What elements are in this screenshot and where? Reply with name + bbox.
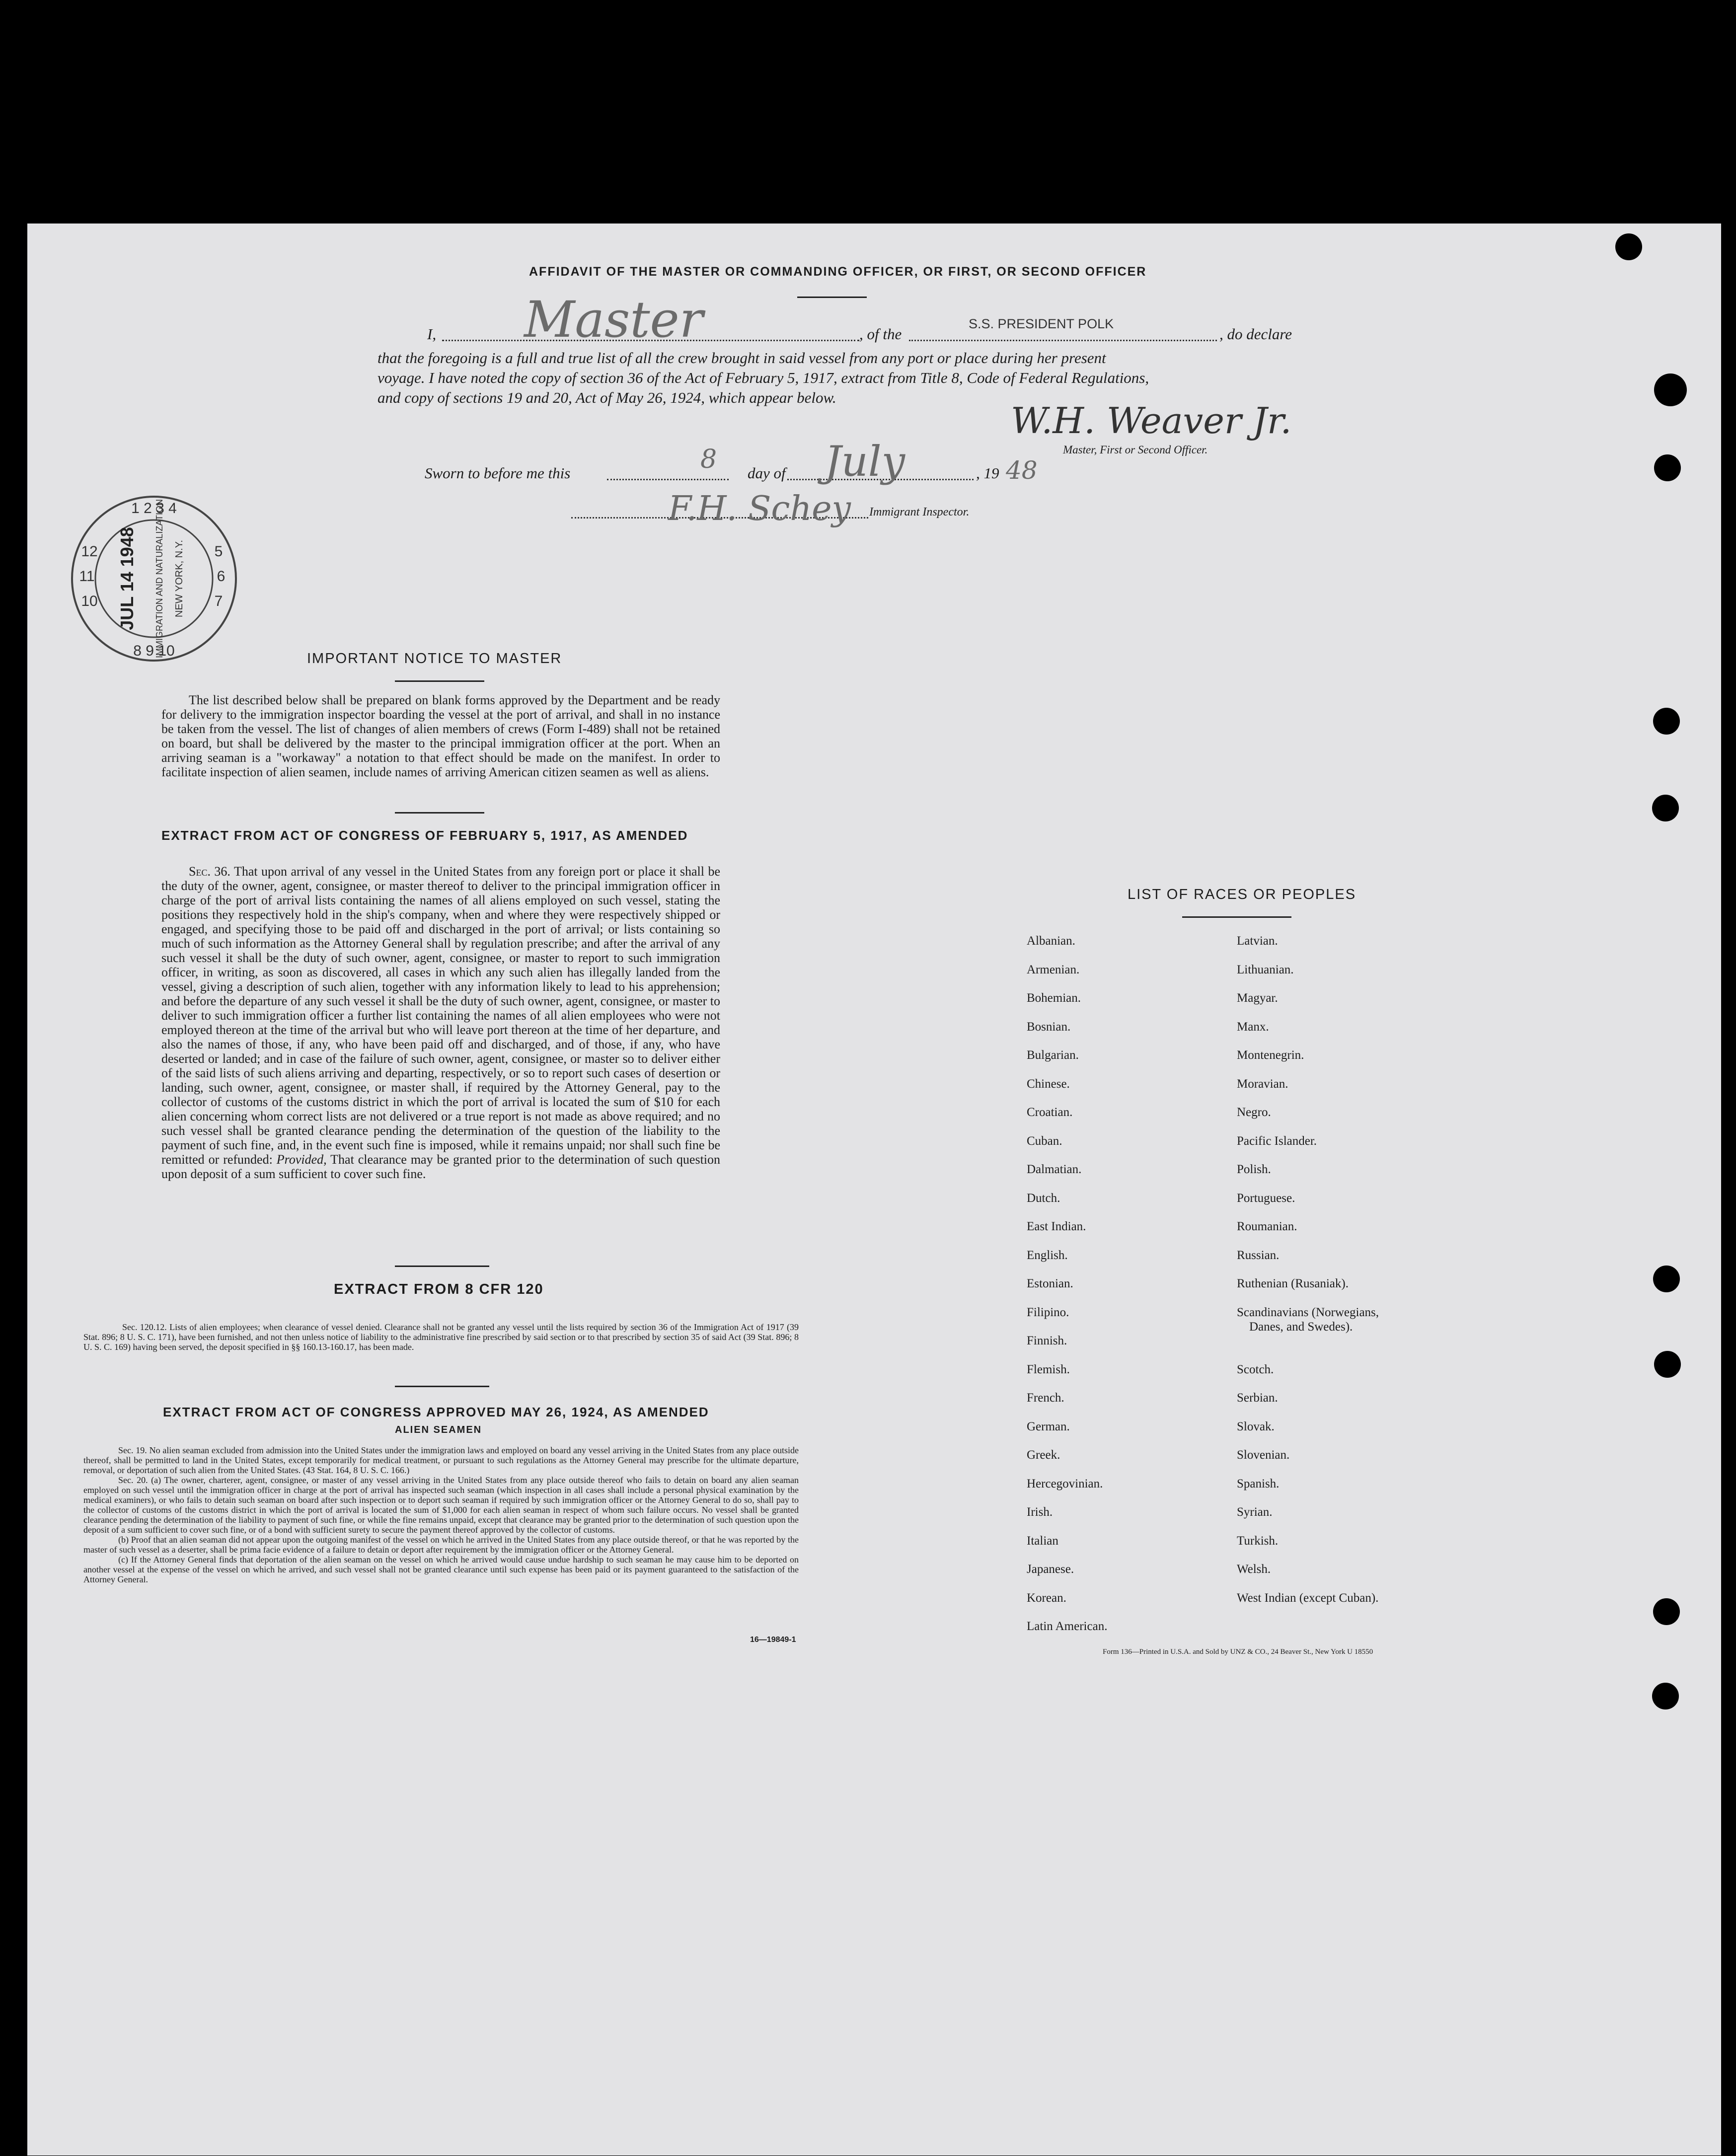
list-item: Magyar.: [1237, 991, 1278, 1005]
sec-36-tail: That clearance may be granted prior to the determination of such question upon deposit of a sum sufficient to cover such fine.: [161, 1152, 721, 1181]
list-item: Japanese.: [1027, 1562, 1074, 1576]
list-item: Greek.: [1027, 1448, 1060, 1462]
svg-text:1 2 3 4: 1 2 3 4: [131, 500, 177, 517]
sec-20b-text: (b) Proof that an alien seaman did not appear upon the outgoing manifest of the vessel on which he arrived in the United States from any place outside thereof, or that he was reported by the master of such vessel as a deserter, shall be prima facie evidence of a failure to detain or deport after requirement by the immigration officer or the Attorney General.: [83, 1535, 799, 1555]
sec-20a-text: Sec. 20. (a) The owner, charterer, agent, consignee, or master of any vessel arriving in the United States from any place outside thereof who fails to detain on board any alien seaman employed on such vessel until the immigration officer in charge at the port of arrival has inspected such seaman (which inspection in all cases shall include a personal physical examination by the medical examiners), or who fails to detain such seaman on board after such inspection or to deport such seaman if required by such immigration officer or the Attorney General to do so, shall pay to the collector of customs of the customs district in which the port of arrival is located the sum of $1,000 for each alien seaman in respect of whom such failure occurs. No vessel shall be granted clearance pending the determination of the liability to payment of such fine, or while the fine remains unpaid, except that clearance may be granted prior to the determination of such question upon the deposit of a sum sufficient to cover such fine, or of a bond with sufficient surety to secure the payment thereof approved by the collector of customs.: [83, 1475, 799, 1535]
list-item: Flemish.: [1027, 1362, 1070, 1376]
vessel-line: [909, 340, 1217, 341]
list-item: Portuguese.: [1237, 1191, 1295, 1205]
sworn-month: July: [825, 437, 906, 486]
list-item: Welsh.: [1237, 1562, 1271, 1576]
svg-text:10: 10: [81, 593, 98, 609]
list-item: East Indian.: [1027, 1220, 1086, 1233]
punch-hole: [1652, 795, 1679, 821]
list-item: Ruthenian (Rusaniak).: [1237, 1277, 1349, 1290]
notice-text: The list described below shall be prepared on blank forms approved by the Department and be ready for delivery to the immigration inspector boarding the vessel at the port of arrival, and shall in no instance be taken from the vessel. The list of changes of alien members of crews (Form I-489) shall not be retained on board, but shall be delivered by the master to the principal immigration officer at the port. When an arriving seaman is a "workaway" a notation to that effect should be made on the manifest. In order to facilitate inspection of alien seamen, include names of arriving American citizen seamen as well as aliens.: [161, 693, 720, 779]
of-the-label: , of the: [859, 325, 902, 343]
list-item: Bosnian.: [1027, 1020, 1071, 1034]
list-item: Filipino.: [1027, 1305, 1069, 1319]
extract-1917-heading: EXTRACT FROM ACT OF CONGRESS OF FEBRUARY 5, 1917, AS AMENDED: [161, 828, 688, 843]
list-item: Spanish.: [1237, 1477, 1280, 1490]
list-item: Italian: [1027, 1534, 1058, 1548]
list-item: Montenegrin.: [1237, 1048, 1304, 1062]
punch-hole: [1653, 1265, 1680, 1292]
sec-19-text: Sec. 19. No alien seaman excluded from admission into the United States under the immigration laws and employed on board any vessel arriving in the United States from any place outside thereof, shall be permitted to land in the United States, except temporarily for medical treatment, or pursuant to such regulations as the Attorney General may prescribe for the ultimate departure, removal, or deportation of such alien from the United States. (43 Stat. 164, 8 U. S. C. 166.): [83, 1445, 799, 1475]
list-item: Slovak.: [1237, 1419, 1275, 1433]
list-item: Latin American.: [1027, 1620, 1108, 1633]
divider: [395, 1265, 489, 1267]
list-item: Albanian.: [1027, 934, 1075, 948]
svg-text:7: 7: [214, 593, 223, 609]
list-item: Moravian.: [1237, 1077, 1288, 1091]
list-item: German.: [1027, 1419, 1070, 1433]
list-item: Pacific Islander.: [1237, 1134, 1317, 1148]
punch-hole: [1653, 1598, 1680, 1625]
declaration-line-4: and copy of sections 19 and 20, Act of May 26, 1924, which appear below.: [377, 389, 836, 406]
list-item: Chinese.: [1027, 1077, 1070, 1091]
list-item: Negro.: [1237, 1106, 1271, 1119]
list-item: Russian.: [1237, 1248, 1280, 1262]
list-item: Croatian.: [1027, 1106, 1073, 1119]
list-item: Scotch.: [1237, 1362, 1274, 1376]
svg-text:8 9 10: 8 9 10: [133, 643, 175, 659]
svg-text:11: 11: [79, 568, 95, 585]
svg-text:5: 5: [214, 543, 223, 560]
list-item: Serbian.: [1237, 1391, 1278, 1405]
races-column-1: [1027, 934, 1215, 1648]
notice-body: [161, 693, 720, 779]
signer-caption: Master, First or Second Officer.: [1063, 444, 1208, 456]
master-signature: W.H. Weaver Jr.: [1011, 400, 1292, 442]
i-label: I,: [427, 325, 437, 343]
list-item: English.: [1027, 1248, 1068, 1262]
declaration-line-2: that the foregoing is a full and true list of all the crew brought in said vessel from any port or place during her present: [377, 349, 1106, 367]
divider: [395, 1386, 489, 1387]
stamp-date: JUL 14 1948: [117, 527, 137, 630]
races-heading: LIST OF RACES OR PEOPLES: [1128, 887, 1357, 902]
sec-36-text: That upon arrival of any vessel in the United States from any foreign port or place it shall be the duty of the owner, agent, consignee, or master thereof to deliver to the principal immigration officer in charge of the port of arrival lists containing the names of all aliens employed on such vessel, stating the positions they respectively hold in the ship's company, when and where they were respectively shipped or engaged, and specifying those to be paid off and discharged in the port of arrival; or lists containing so much of such information as the Attorney General shall by regulation prescribe; and after the arrival of any such vessel it shall be the duty of such owner, agent, consignee, or master to report to such immigration officer, in writing, as soon as discovered, all cases in which any such alien has illegally landed from the vessel, giving a description of such alien, together with any information likely to lead to his apprehension; and before the departure of any such vessel it shall be the duty of such owner, agent, consignee, or master to deliver to such immigration officer a further list containing the names of all alien employees who were not employed thereon at the time of the arrival but who will leave port thereon at the time of her departure, and also the names of those, if any, who have been paid off and discharged, and of those, if any, who have deserted or landed; and in case of the failure of such owner, agent, consignee, or master so to deliver either of the said lists of such aliens arriving and departing, respectively, or so to report such cases of desertion or landing, such owner, agent, consignee, or master shall, if required by the Attorney General, pay to the collector of customs of the customs district in which the port of arrival is located the sum of $10 for each alien concerning whom correct lists are not delivered or a true report is not made as above required; and no such vessel shall be granted clearance pending the determination of the question of the liability to the payment of such fine, and, in the event such fine is imposed, while it remains unpaid; nor shall such fine be remitted or refunded:: [161, 864, 720, 1167]
list-item: Scandinavians (Norwegians,: [1237, 1305, 1379, 1319]
list-item: Roumanian.: [1237, 1220, 1297, 1233]
list-item: Danes, and Swedes).: [1249, 1320, 1353, 1334]
provided-label: Provided,: [276, 1152, 327, 1167]
do-declare-label: , do declare: [1219, 325, 1292, 343]
inspector-caption: Immigrant Inspector.: [869, 506, 970, 519]
extract-1924-heading: EXTRACT FROM ACT OF CONGRESS APPROVED MAY 26, 1924, AS AMENDED: [163, 1405, 709, 1419]
inspector-signature: F.H. Schey: [668, 489, 851, 528]
list-item: Armenian.: [1027, 963, 1080, 976]
list-item: Slovenian.: [1237, 1448, 1290, 1462]
divider: [1182, 916, 1291, 918]
form-code: 16—19849-1: [750, 1636, 796, 1644]
list-item: Latvian.: [1237, 934, 1278, 948]
sec-36-label: Sec. 36.: [189, 864, 230, 879]
stamp-agency: IMMIGRATION AND NATURALIZATION: [154, 499, 164, 659]
punch-hole: [1615, 233, 1642, 260]
name-handwritten: Master: [524, 291, 703, 349]
affidavit-title: AFFIDAVIT OF THE MASTER OR COMMANDING OFFICER, OR FIRST, OR SECOND OFFICER: [529, 265, 1147, 279]
list-item: Manx.: [1237, 1020, 1269, 1034]
sworn-year: 48: [1006, 456, 1038, 485]
extract-cfr-heading: EXTRACT FROM 8 CFR 120: [334, 1281, 544, 1297]
notice-heading: IMPORTANT NOTICE TO MASTER: [307, 651, 562, 667]
list-item: Finnish.: [1027, 1334, 1067, 1347]
races-column-2: [1237, 934, 1465, 1619]
list-item: Dalmatian.: [1027, 1163, 1082, 1176]
year-prefix: , 19: [976, 464, 999, 482]
alien-seamen-subheading: ALIEN SEAMEN: [395, 1424, 482, 1435]
declaration-line-3: voyage. I have noted the copy of section 36 of the Act of February 5, 1917, extract from Title 8, Code of Federal Regulations,: [377, 369, 1149, 386]
list-item: Bulgarian.: [1027, 1048, 1079, 1062]
punch-hole: [1654, 373, 1687, 406]
form-printer-note: Form 136—Printed in U.S.A. and Sold by UNZ & CO., 24 Beaver St., New York U 18550: [1103, 1648, 1373, 1656]
day-of-label: day of: [748, 464, 786, 482]
list-item: Polish.: [1237, 1163, 1271, 1176]
list-item: Irish.: [1027, 1505, 1053, 1519]
svg-text:6: 6: [217, 568, 226, 585]
list-item: Lithuanian.: [1237, 963, 1294, 976]
list-item: Syrian.: [1237, 1505, 1273, 1519]
cfr-text: Sec. 120.12. Lists of alien employees; when clearance of vessel denied. Clearance shall not be granted any vessel until the lists required by section 36 of the Immigration Act of 1917 (39 Stat. 896; 8 U. S. C. 171), have been furnished, and not then unless notice of liability to the administrative fine prescribed by said section or to that prescribed by section 35 of said Act (39 Stat. 896; 8 U. S. C. 169) having been served, the deposit specified in §§ 160.13-160.17, has been made.: [83, 1322, 799, 1352]
divider: [395, 680, 484, 682]
stamp-place: NEW YORK, N.Y.: [174, 540, 185, 617]
sworn-label: Sworn to before me this: [425, 464, 571, 482]
list-item: West Indian (except Cuban).: [1237, 1591, 1379, 1605]
divider: [797, 297, 867, 298]
list-item: Cuban.: [1027, 1134, 1062, 1148]
punch-hole: [1653, 708, 1680, 735]
list-item: Estonian.: [1027, 1277, 1073, 1290]
list-item: Turkish.: [1237, 1534, 1279, 1548]
sworn-day: 8: [700, 445, 717, 474]
sec-20c-text: (c) If the Attorney General finds that deportation of the alien seaman on the vessel on which he arrived would cause undue hardship to such seaman he may cause him to be deported on another vessel at the expense of the vessel on which he arrived, and such vessel shall not be granted clearance until such expense has been paid or its payment guaranteed to the satisfaction of the Attorney General.: [83, 1555, 799, 1584]
list-item: Hercegovinian.: [1027, 1477, 1103, 1490]
extract-cfr-body: [83, 1322, 799, 1352]
svg-text:12: 12: [81, 543, 98, 560]
extract-1917-body: [161, 864, 720, 1181]
list-item: French.: [1027, 1391, 1064, 1405]
punch-hole: [1654, 1351, 1681, 1378]
extract-1924-body: [83, 1445, 799, 1584]
list-item: Dutch.: [1027, 1191, 1060, 1205]
divider: [395, 812, 484, 814]
vessel-name-stamp: S.S. PRESIDENT POLK: [969, 316, 1114, 331]
punch-hole: [1654, 454, 1681, 481]
punch-hole: [1652, 1683, 1679, 1710]
immigration-date-stamp: [70, 494, 238, 663]
day-line: [607, 479, 729, 480]
list-item: Bohemian.: [1027, 991, 1081, 1005]
list-item: Korean.: [1027, 1591, 1066, 1605]
